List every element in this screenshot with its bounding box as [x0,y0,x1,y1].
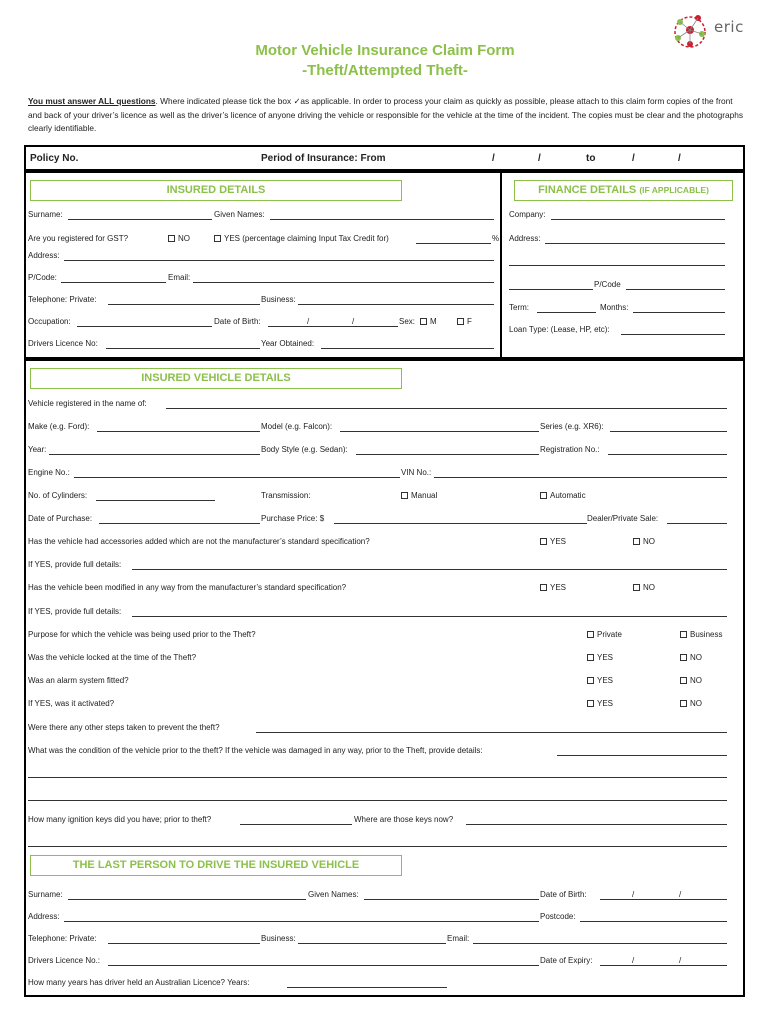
date-slash: / [679,890,682,899]
sex-female-option[interactable] [457,317,472,327]
date-slash: / [492,153,495,164]
gst-yes-option[interactable] [214,234,389,244]
dealer-label: Dealer/Private Sale: [587,514,659,523]
no-label: NO [643,537,655,546]
yes-label: YES [597,699,614,708]
female-label: F [467,317,472,326]
instructions [28,95,744,136]
checkbox-icon[interactable] [587,677,594,684]
other-steps-question: Were there any other steps taken to prevent the theft? [28,723,220,732]
checkbox-icon[interactable] [457,318,464,325]
modified-details-label: If YES, provide full details: [28,607,122,616]
checkbox-icon[interactable] [680,677,687,684]
accessories-details-label: If YES, provide full details: [28,560,122,569]
checkbox-icon[interactable] [633,584,640,591]
driver-dob-label: Date of Birth: [540,890,587,899]
insured-details-heading: INSURED DETAILS [30,180,402,201]
driver-surname-field[interactable] [68,899,306,900]
finance-address-field-2[interactable] [509,265,725,266]
form-title: Motor Vehicle Insurance Claim Form [255,42,515,59]
driver-surname-label: Surname: [28,890,63,899]
checkbox-icon[interactable] [540,492,547,499]
address-label: Address: [28,251,60,260]
accessories-question: Has the vehicle had accessories added which are not the manufacturer’s standard specification? [28,537,370,546]
finance-heading-text: FINANCE DETAILS [538,184,637,196]
alarm-no-option[interactable] [680,676,702,686]
keys-question: How many ignition keys did you have; prior to theft? [28,815,212,824]
checkbox-icon[interactable] [540,584,547,591]
accessories-details-field[interactable] [132,569,727,570]
given-names-field[interactable] [270,219,494,220]
keys-count-field[interactable] [240,824,352,825]
gst-no-option[interactable] [168,234,190,244]
date-slash: / [632,890,635,899]
email-field[interactable] [193,282,494,283]
surname-label: Surname: [28,210,63,219]
cylinders-field[interactable] [96,500,215,501]
driver-given-field[interactable] [364,899,539,900]
private-label: Private [597,630,622,639]
finance-address-field-3[interactable] [509,289,593,290]
driver-postcode-field[interactable] [580,921,727,922]
checkbox-icon[interactable] [401,492,408,499]
purpose-question: Purpose for which the vehicle was being used prior to the Theft? [28,630,256,639]
transmission-label: Transmission: [261,491,311,500]
yes-label: YES [550,583,567,592]
form-subtitle: -Theft/Attempted Theft- [302,62,468,79]
locked-no-option[interactable] [680,653,702,663]
locked-yes-option[interactable] [587,653,613,663]
series-field[interactable] [610,431,727,432]
condition-field[interactable] [557,755,727,756]
given-names-label: Given Names: [214,210,265,219]
term-field[interactable] [537,312,596,313]
finance-pcode-field[interactable] [626,289,725,290]
registered-name-label: Vehicle registered in the name of: [28,399,147,408]
alarm-question: Was an alarm system fitted? [28,676,129,685]
activated-yes-option[interactable] [587,699,613,709]
driver-expiry-label: Date of Expiry: [540,956,593,965]
date-slash: / [678,153,681,164]
alarm-yes-option[interactable] [587,676,613,686]
purchase-date-label: Date of Purchase: [28,514,93,523]
section-divider [500,171,502,359]
licence-field[interactable] [106,348,260,349]
keys-location-question: Where are those keys now? [354,815,454,824]
period-label: Period of Insurance: From [261,153,386,164]
yes-label: YES [550,537,567,546]
checkbox-icon[interactable] [540,538,547,545]
checkbox-icon[interactable] [680,631,687,638]
no-label: NO [690,699,702,708]
activated-question: If YES, was it activated? [28,699,115,708]
checkbox-icon[interactable] [633,538,640,545]
condition-field-2[interactable] [28,777,727,778]
months-label: Months: [600,303,629,312]
modified-no-option[interactable] [633,583,655,593]
policy-no-label: Policy No. [30,153,79,164]
percent-sign: % [492,234,500,243]
registration-label: Registration No.: [540,445,600,454]
last-driver-heading: THE LAST PERSON TO DRIVE THE INSURED VEHICLE [30,855,402,876]
telephone-field[interactable] [108,304,260,305]
checkbox-icon[interactable] [587,700,594,707]
loan-type-field[interactable] [621,334,725,335]
insured-vehicle-heading: INSURED VEHICLE DETAILS [30,368,402,389]
yes-label: YES [597,653,614,662]
finance-pcode-label: P/Code [594,280,621,289]
series-label: Series (e.g. XR6): [540,422,604,431]
occupation-label: Occupation: [28,317,71,326]
automatic-label: Automatic [550,491,586,500]
locked-question: Was the vehicle locked at the time of the Theft? [28,653,197,662]
date-slash: / [307,317,310,326]
finance-details-heading [514,180,733,201]
year-obtained-label: Year Obtained: [261,339,315,348]
checkbox-icon[interactable] [587,654,594,661]
driver-business-field[interactable] [298,943,446,944]
gst-question: Are you registered for GST? [28,234,129,243]
vin-field[interactable] [434,477,727,478]
purchase-price-field[interactable] [334,523,587,524]
term-label: Term: [509,303,529,312]
checkbox-icon[interactable] [420,318,427,325]
finance-address-field[interactable] [545,243,725,244]
occupation-field[interactable] [77,326,212,327]
business-label: Business [690,630,723,639]
dealer-field[interactable] [667,523,727,524]
company-label: Company: [509,210,546,219]
make-field[interactable] [97,431,260,432]
driver-licence-field[interactable] [108,965,539,966]
months-field[interactable] [633,312,725,313]
driver-expiry-field[interactable] [600,965,727,966]
condition-field-3[interactable] [28,800,727,801]
driver-postcode-label: Postcode: [540,912,576,921]
date-slash: / [352,317,355,326]
manual-option[interactable] [401,491,437,501]
body-style-label: Body Style (e.g. Sedan): [261,445,348,454]
make-label: Make (e.g. Ford): [28,422,90,431]
policy-row [24,145,745,171]
driver-dob-field[interactable] [600,899,727,900]
driver-address-field[interactable] [64,921,539,922]
model-field[interactable] [340,431,539,432]
purchase-price-label: Purchase Price: $ [261,514,325,523]
condition-question: What was the condition of the vehicle prior to the theft? If the vehicle was damaged in any way, prior to the Theft, provide details: [28,746,483,755]
company-field[interactable] [551,219,725,220]
manual-label: Manual [411,491,438,500]
dob-label: Date of Birth: [214,317,261,326]
logo-text: eric [714,18,744,36]
year-obtained-field[interactable] [321,348,494,349]
year-label: Year: [28,445,47,454]
no-label: NO [690,653,702,662]
date-slash: / [538,153,541,164]
date-slash: / [679,956,682,965]
telephone-label: Telephone: Private: [28,295,97,304]
registration-field[interactable] [608,454,727,455]
checkbox-icon[interactable] [680,700,687,707]
pcode-label: P/Code: [28,273,57,282]
keys-location-field-2[interactable] [28,846,727,847]
yes-label: YES [597,676,614,685]
engine-no-label: Engine No.: [28,468,70,477]
no-label: NO [690,676,702,685]
finance-address-label: Address: [509,234,541,243]
driver-licence-label: Drivers Licence No.: [28,956,101,965]
keys-location-field[interactable] [466,824,727,825]
purchase-date-field[interactable] [99,523,260,524]
sex-label: Sex: [399,317,416,326]
automatic-option[interactable] [540,491,586,501]
purpose-private-option[interactable] [587,630,622,640]
loan-type-label: Loan Type: (Lease, HP, etc): [509,325,610,334]
engine-no-field[interactable] [74,477,400,478]
other-steps-field[interactable] [256,732,727,733]
sex-male-option[interactable] [420,317,437,327]
licence-years-question: How many years has driver held an Australian Licence? Years: [28,978,250,987]
driver-telephone-label: Telephone: Private: [28,934,97,943]
instructions-text: . Where indicated please tick the box ✓as applicable. In order to process your claim as quickly as possible, please attach to this claim form copies of the front and back of your driver’s licence as well as the driver’s licence of anyone driving the vehicle or responsible for the vehicle at the time of the incident. The copies must be clear and the photographs clearly identifiable. [28,96,744,133]
checkbox-icon[interactable] [680,654,687,661]
address-field[interactable] [64,260,494,261]
date-slash: / [632,153,635,164]
accessories-yes-option[interactable] [540,537,566,547]
dob-field[interactable] [268,326,398,327]
business-phone-field[interactable] [298,304,494,305]
cylinders-label: No. of Cylinders: [28,491,88,500]
driver-email-label: Email: [447,934,470,943]
licence-label: Drivers Licence No: [28,339,98,348]
modified-question: Has the vehicle been modified in any way from the manufacturer’s standard specification? [28,583,347,592]
pcode-field[interactable] [61,282,166,283]
surname-field[interactable] [68,219,212,220]
licence-years-field[interactable] [287,987,447,988]
driver-email-field[interactable] [473,943,727,944]
date-slash: / [632,956,635,965]
business-phone-label: Business: [261,295,296,304]
vin-label: VIN No.: [401,468,432,477]
model-label: Model (e.g. Falcon): [261,422,333,431]
accessories-no-option[interactable] [633,537,655,547]
checkbox-icon[interactable] [214,235,221,242]
driver-address-label: Address: [28,912,60,921]
driver-given-label: Given Names: [308,890,359,899]
finance-heading-note: (IF APPLICABLE) [639,185,709,195]
modified-yes-option[interactable] [540,583,566,593]
gst-yes-label: YES (percentage claiming Input Tax Credit for) [224,234,389,243]
gst-no-label: NO [178,234,190,243]
body-style-field[interactable] [356,454,539,455]
no-label: NO [643,583,655,592]
driver-telephone-field[interactable] [108,943,260,944]
to-label: to [586,153,596,164]
driver-business-label: Business: [261,934,296,943]
instructions-emphasis: You must answer ALL questions [28,96,156,106]
year-field[interactable] [49,454,260,455]
registered-name-field[interactable] [166,408,727,409]
checkbox-icon[interactable] [168,235,175,242]
purpose-business-option[interactable] [680,630,722,640]
gst-percentage-field[interactable] [416,243,491,244]
checkbox-icon[interactable] [587,631,594,638]
male-label: M [430,317,437,326]
activated-no-option[interactable] [680,699,702,709]
modified-details-field[interactable] [132,616,727,617]
email-label: Email: [168,273,191,282]
